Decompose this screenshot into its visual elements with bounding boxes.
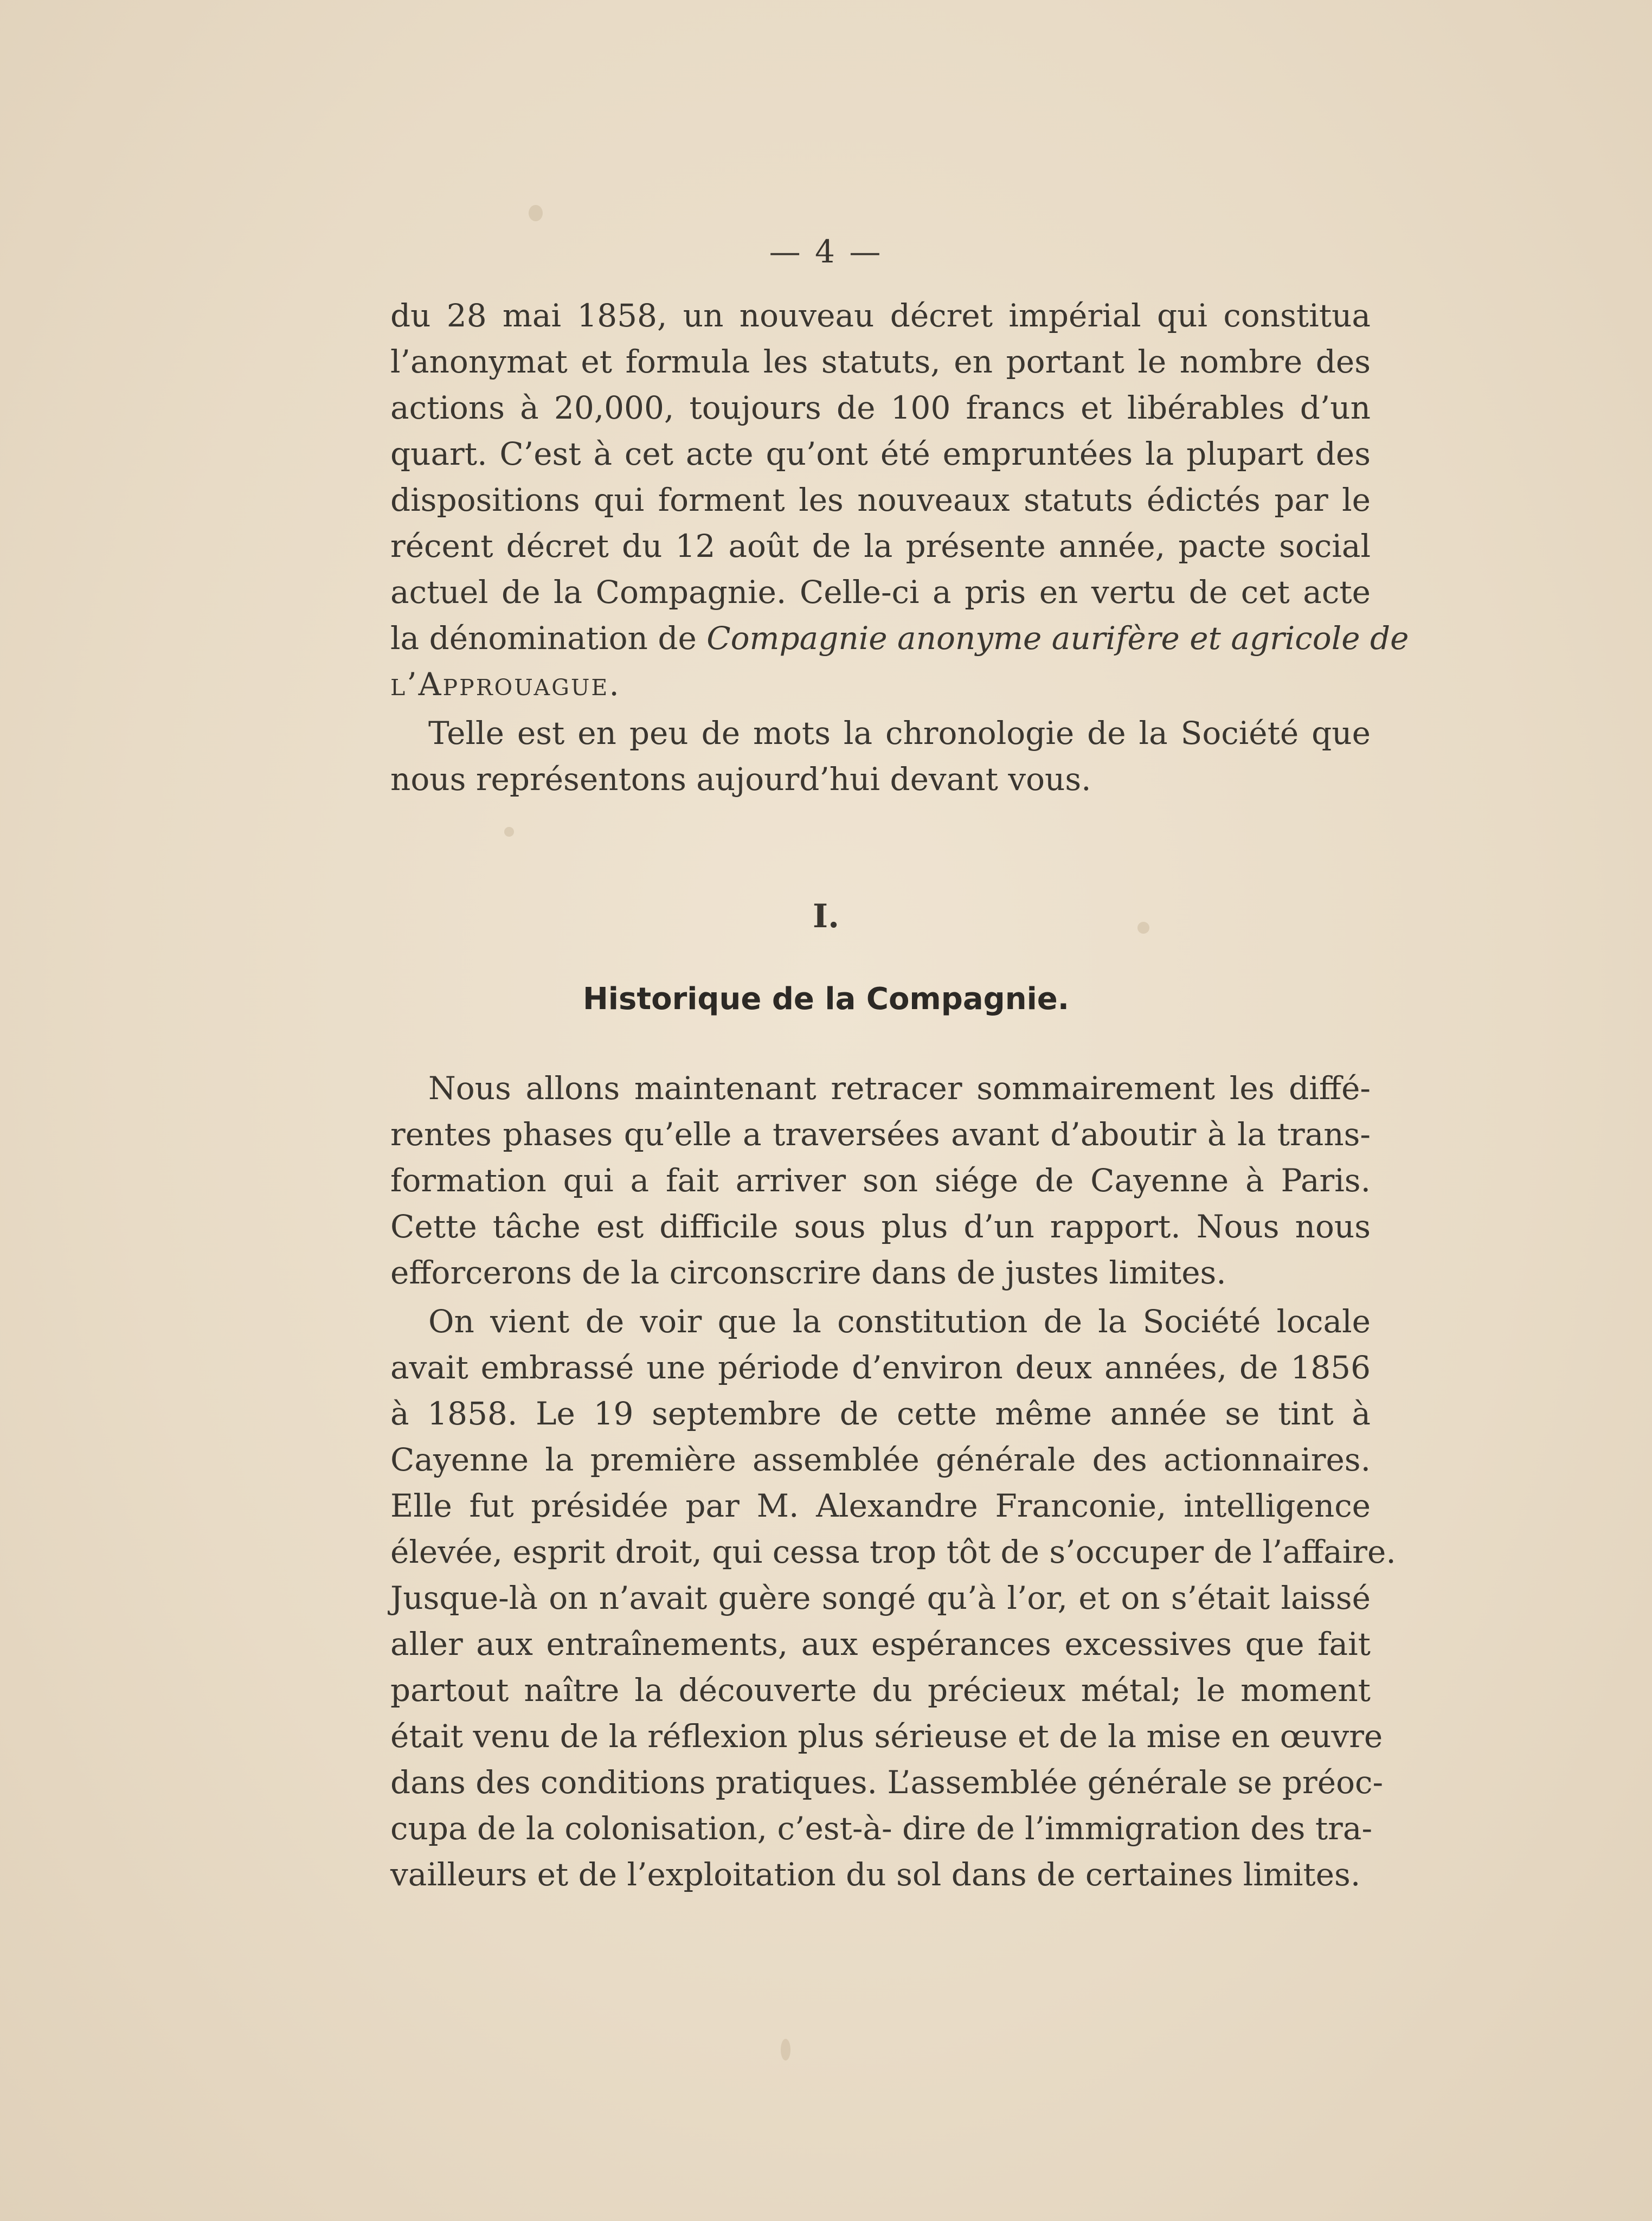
page-number: — 4 — bbox=[769, 233, 883, 270]
text-line: Elle fut présidée par M. Alexandre Franconie, intelligence bbox=[390, 1487, 1371, 1524]
text-line: dispositions qui forment les nouveaux statuts édictés par le bbox=[390, 482, 1371, 518]
paragraph bbox=[390, 1299, 1396, 1898]
text-line: actions à 20,000, toujours de 100 francs et libérables d’un bbox=[390, 389, 1371, 426]
paper-stain bbox=[504, 827, 514, 837]
paper-stain bbox=[781, 2039, 790, 2060]
text-line bbox=[390, 615, 1409, 662]
company-name-italic: Compagnie anonyme aurifère et agricole de bbox=[706, 620, 1409, 657]
text-line: cupa de la colonisation, c’est-à- dire de l’immigration des tra- bbox=[390, 1810, 1373, 1847]
text-line: Cayenne la première assemblée générale des actionnaires. bbox=[390, 1441, 1371, 1478]
text-line: rentes phases qu’elle a traversées avant d’aboutir à la trans- bbox=[390, 1116, 1371, 1153]
text-fragment: la dénomination de bbox=[390, 620, 707, 657]
text-line: l’anonymat et formula les statuts, en portant le nombre des bbox=[390, 343, 1371, 380]
text-line: élevée, esprit droit, qui cessa trop tôt de s’occuper de l’affaire. bbox=[390, 1533, 1396, 1570]
text-line: Telle est en peu de mots la chronologie de la Société que bbox=[428, 715, 1371, 752]
text-line: nous représentons aujourd’hui devant vous. bbox=[390, 761, 1091, 798]
text-line: Nous allons maintenant retracer sommairement les diffé- bbox=[428, 1070, 1371, 1107]
text-line: à 1858. Le 19 septembre de cette même année se tint à bbox=[390, 1395, 1371, 1432]
text-line bbox=[390, 662, 1371, 708]
text-line: quart. C’est à cet acte qu’ont été empruntées la plupart des bbox=[390, 435, 1371, 472]
text-line: Cette tâche est difficile sous plus d’un rapport. Nous nous bbox=[390, 1208, 1371, 1245]
paragraph bbox=[390, 710, 1371, 803]
text-line: récent décret du 12 août de la présente année, pacte social bbox=[390, 528, 1371, 564]
text-fragment: . bbox=[609, 666, 619, 703]
text-line: aller aux entraînements, aux espérances excessives que fait bbox=[390, 1626, 1371, 1662]
company-name-smallcaps: l’Approuague bbox=[390, 666, 609, 703]
text-line: était venu de la réflexion plus sérieuse et de la mise en œuvre bbox=[390, 1718, 1383, 1755]
text-line: dans des conditions pratiques. L’assemblée générale se préoc- bbox=[390, 1764, 1384, 1801]
text-line: formation qui a fait arriver son siége de Cayenne à Paris. bbox=[390, 1162, 1371, 1199]
section-title: Historique de la Compagnie. bbox=[582, 981, 1070, 1017]
text-line: vailleurs et de l’exploitation du sol dans de certaines limites. bbox=[390, 1856, 1361, 1893]
text-line: Jusque-là on n’avait guère songé qu’à l’or, et on s’était laissé bbox=[390, 1580, 1371, 1616]
paragraph bbox=[390, 293, 1409, 708]
text-line: du 28 mai 1858, un nouveau décret impérial qui constitua bbox=[390, 297, 1371, 334]
text-line: actuel de la Compagnie. Celle-ci a pris en vertu de cet acte bbox=[390, 574, 1371, 611]
text-line: efforcerons de la circonscrire dans de justes limites. bbox=[390, 1254, 1226, 1291]
paper-stain bbox=[529, 205, 543, 221]
text-line: avait embrassé une période d’environ deux années, de 1856 bbox=[390, 1349, 1371, 1386]
text-line: On vient de voir que la constitution de la Société locale bbox=[428, 1303, 1371, 1340]
section-number: I. bbox=[813, 897, 839, 935]
paragraph bbox=[390, 1065, 1371, 1296]
text-line: partout naître la découverte du précieux métal; le moment bbox=[390, 1672, 1371, 1709]
